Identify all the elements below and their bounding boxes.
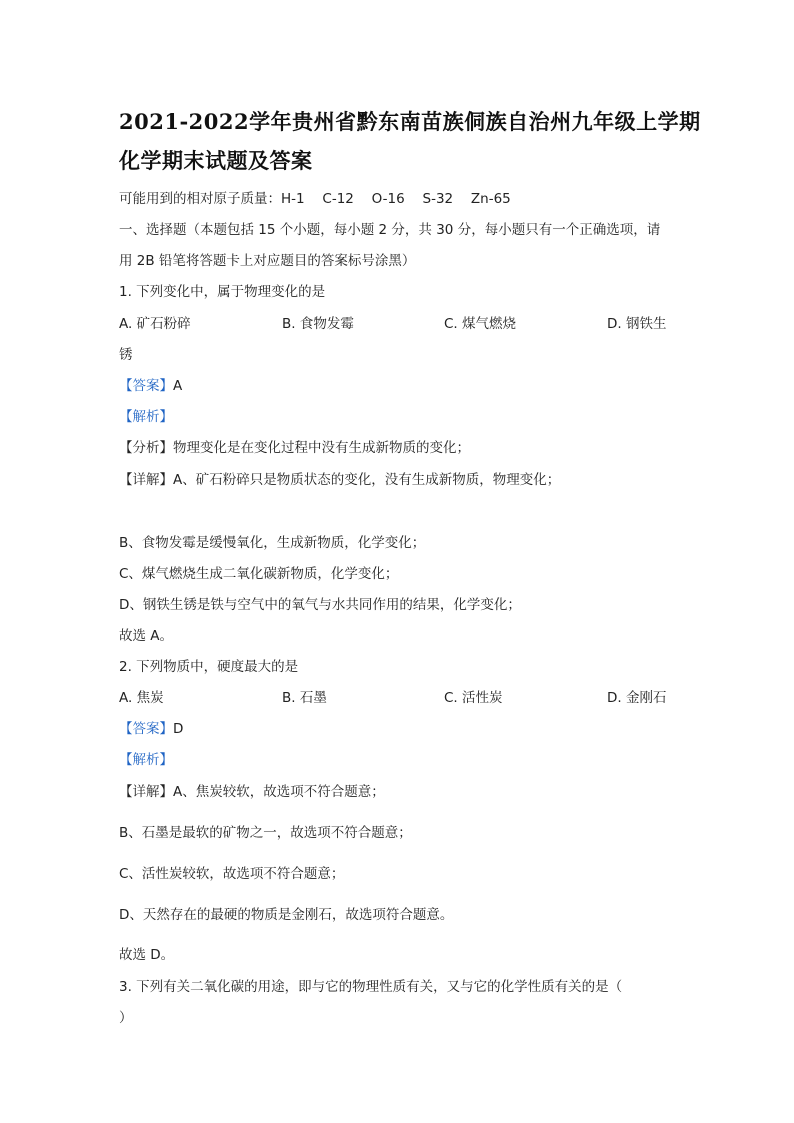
section-intro-line-2: 用 2B 铅笔将答题卡上对应题目的答案标号涂黑） <box>119 253 416 269</box>
question-2-analysis-heading <box>119 748 173 768</box>
question-1-fenxi <box>119 436 470 456</box>
question-2-conclusion: 故选 D。 <box>119 947 175 963</box>
question-1-option-c: C. 煤气燃烧 <box>444 316 517 332</box>
answer-tag: 【答案】 <box>119 721 173 737</box>
document-title-line-1: 2021-2022学年贵州省黔东南苗族侗族自治州九年级上学期 <box>119 109 701 134</box>
question-1-option-b: B. 食物发霉 <box>282 316 354 332</box>
answer-tag: 【答案】 <box>119 378 173 394</box>
question-2-option-b: B. 石墨 <box>282 690 327 706</box>
question-2-detail-b: B、石墨是最软的矿物之一，故选项不符合题意； <box>119 825 412 841</box>
question-1-option-wrap: 锈 <box>119 347 133 363</box>
detail-tag: 【详解】 <box>119 472 173 488</box>
question-1-conclusion: 故选 A。 <box>119 628 174 644</box>
question-2-option-d: D. 金刚石 <box>607 690 667 706</box>
question-2-option-a: A. 焦炭 <box>119 690 164 706</box>
question-3-stem-wrap: ） <box>119 1010 133 1026</box>
fenxi-text: 物理变化是在变化过程中没有生成新物质的变化； <box>173 440 470 456</box>
question-2-stem: 2. 下列物质中，硬度最大的是 <box>119 659 299 675</box>
analysis-tag: 【解析】 <box>119 409 173 425</box>
detail-tag: 【详解】 <box>119 784 173 800</box>
analysis-tag: 【解析】 <box>119 752 173 768</box>
detail-text: A、焦炭较软，故选项不符合题意； <box>173 784 385 800</box>
question-1-detail-b: B、食物发霉是缓慢氧化，生成新物质，化学变化； <box>119 535 426 551</box>
question-2-detail-c: C、活性炭较软，故选项不符合题意； <box>119 866 345 882</box>
question-2-option-c: C. 活性炭 <box>444 690 503 706</box>
question-2-detail-a <box>119 780 385 800</box>
question-2-detail-d: D、天然存在的最硬的物质是金刚石，故选项符合题意。 <box>119 907 454 923</box>
answer-value: A <box>173 378 183 394</box>
question-1-detail-c: C、煤气燃烧生成二氧化碳新物质，化学变化； <box>119 566 399 582</box>
question-1-detail-d: D、钢铁生锈是铁与空气中的氧气与水共同作用的结果，化学变化； <box>119 597 521 613</box>
question-2-answer <box>119 717 183 737</box>
question-1-answer <box>119 374 182 394</box>
atomic-mass-note: 可能用到的相对原子质量：H-1 C-12 O-16 S-32 Zn-65 <box>119 191 511 207</box>
section-intro-line-1: 一、选择题（本题包括 15 个小题，每小题 2 分，共 30 分，每小题只有一个正确选项，请 <box>119 222 661 238</box>
question-1-option-a: A. 矿石粉碎 <box>119 316 191 332</box>
answer-value: D <box>173 721 184 737</box>
question-3-stem: 3. 下列有关二氧化碳的用途，即与它的物理性质有关，又与它的化学性质有关的是（ <box>119 979 623 995</box>
question-1-stem: 1. 下列变化中，属于物理变化的是 <box>119 284 326 300</box>
question-1-analysis-heading <box>119 405 173 425</box>
question-1-detail-a <box>119 468 560 488</box>
question-1-option-d: D. 钢铁生 <box>607 316 667 332</box>
fenxi-tag: 【分析】 <box>119 440 173 456</box>
detail-text: A、矿石粉碎只是物质状态的变化，没有生成新物质，物理变化； <box>173 472 561 488</box>
document-title-line-2: 化学期末试题及答案 <box>119 148 313 173</box>
